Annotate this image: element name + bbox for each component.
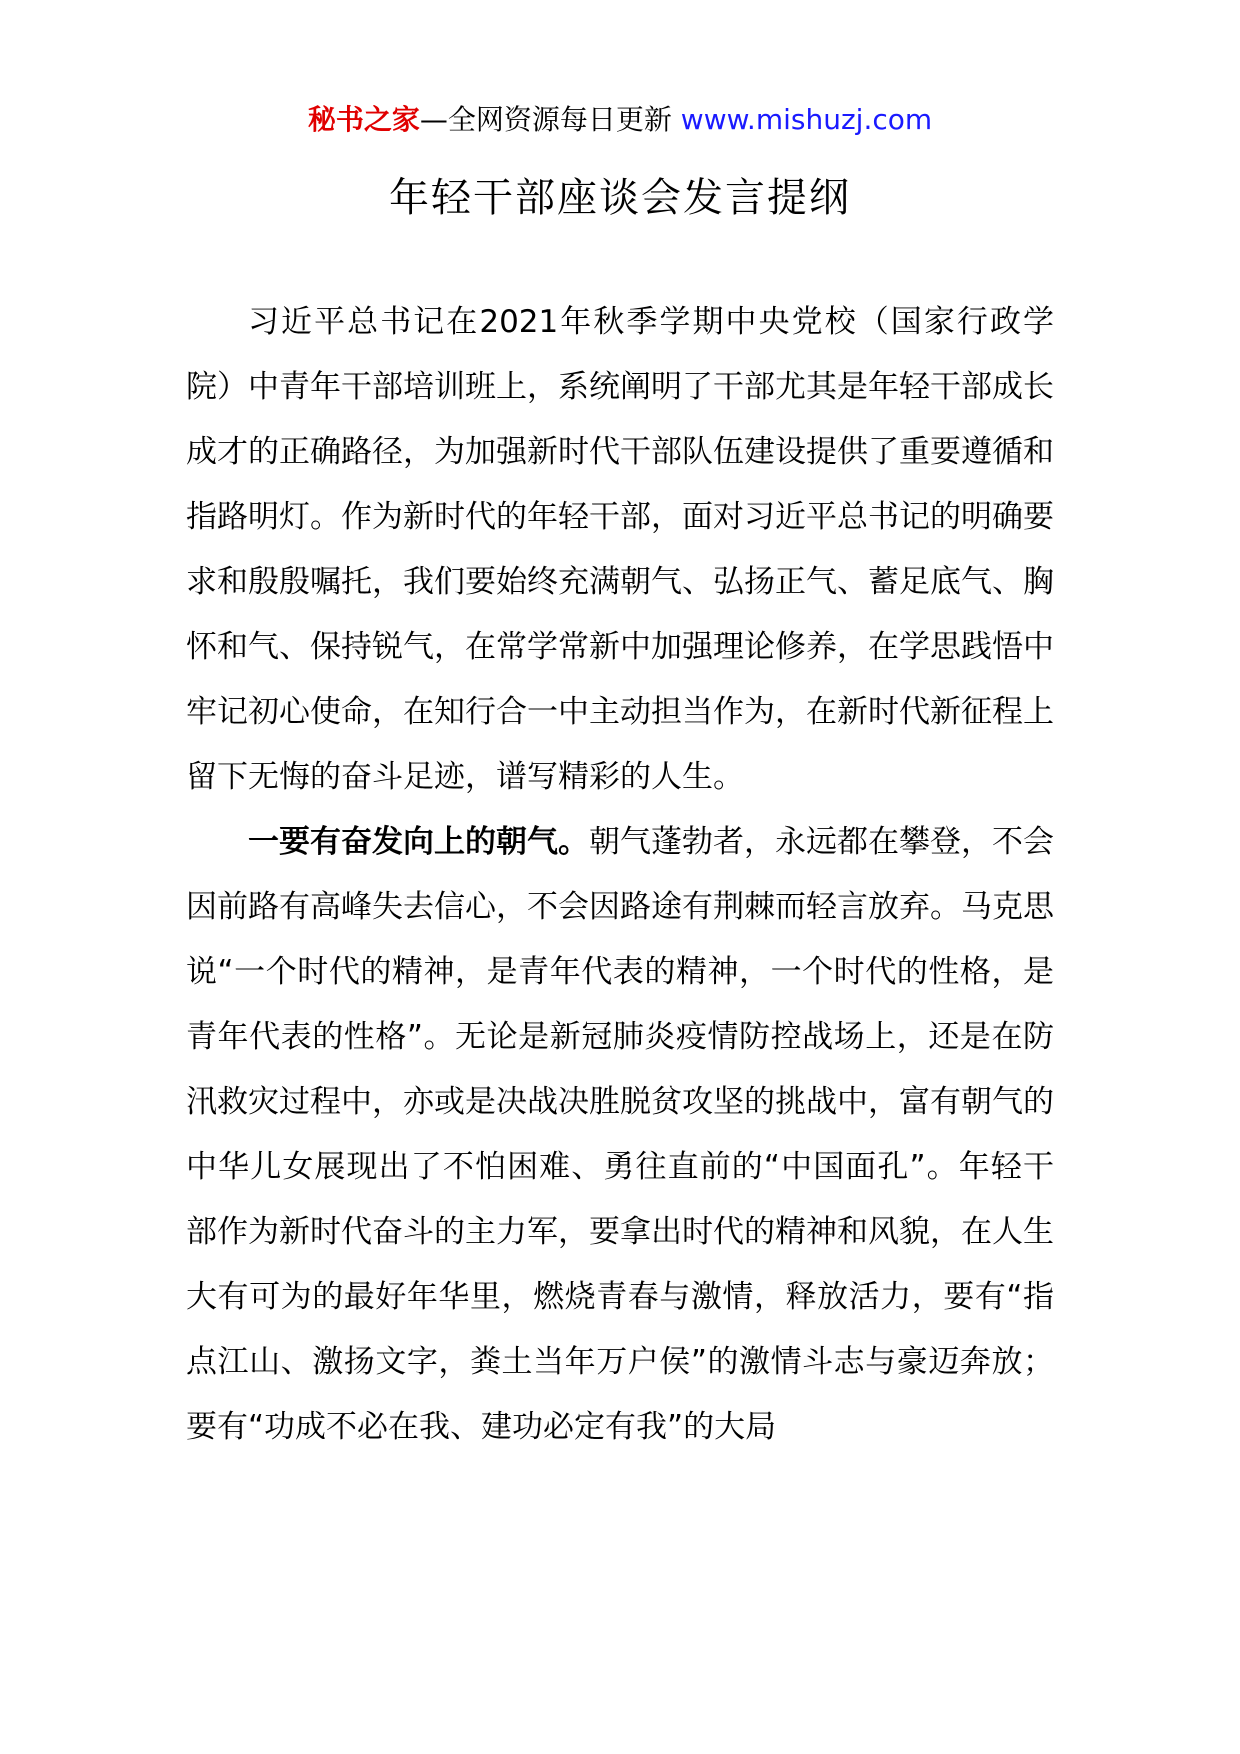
site-tagline: —全网资源每日更新: [419, 103, 672, 136]
document-title: 年轻干部座谈会发言提纲: [389, 175, 851, 221]
paragraph-heading: 一要有奋发向上的朝气。: [248, 824, 589, 860]
paragraph-text: 习近平总书记在2021年秋季学期中央党校（国家行政学院）中青年干部培训班上，系统阐明了干部尤其是年轻干部成长成才的正确路径，为加强新时代干部队伍建设提供了重要遵循和指路明灯。作为新时代的年轻干部，面对习近平总书记的明确要求和殷殷嘱托，我们要始终充满朝气、弘扬正气、蓄足底气、胸怀和气、保持锐气，在常学常新中加强理论修养，在学思践悟中牢记初心使命，在知行合一中主动担当作为，在新时代新征程上留下无悔的奋斗足迹，谱写精彩的人生。: [186, 304, 1054, 795]
site-header: [0, 100, 1240, 140]
paragraph-intro: [186, 290, 1054, 810]
document-body: [186, 290, 1054, 1460]
paragraph-text: 朝气蓬勃者，永远都在攀登，不会因前路有高峰失去信心，不会因路途有荆棘而轻言放弃。马克思说“一个时代的精神，是青年代表的精神，一个时代的性格，是青年代表的性格”。无论是新冠肺炎疫情防控战场上，还是在防汛救灾过程中，亦或是决战决胜脱贫攻坚的挑战中，富有朝气的中华儿女展现出了不怕困难、勇往直前的“中国面孔”。年轻干部作为新时代奋斗的主力军，要拿出时代的精神和风貌，在人生大有可为的最好年华里，燃烧青春与激情，释放活力，要有“指点江山、激扬文字，粪土当年万户侯”的激情斗志与豪迈奔放；要有“功成不必在我、建功必定有我”的大局: [186, 824, 1054, 1445]
site-brand: 秘书之家: [307, 103, 420, 136]
paragraph-point-1: [186, 810, 1054, 1460]
site-url-link[interactable]: www.mishuzj.com: [680, 103, 933, 136]
